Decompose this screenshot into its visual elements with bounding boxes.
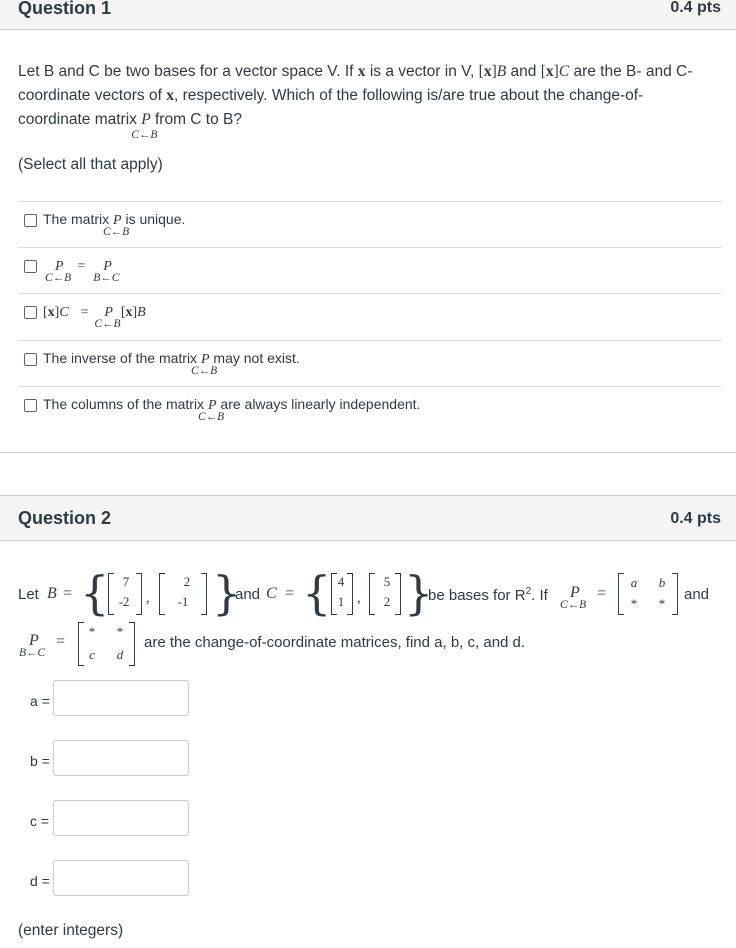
- question-1-prompt: Let B and C be two bases for a vector space V. If x is a vector in V, [x]B and [x]C are the B- and C- coordinate vectors of x, respectively. Which of the following is/are true about the change-of- coordinate matrix P C←B from C to B?: [18, 63, 693, 141]
- answer-field-a[interactable]: [53, 680, 189, 716]
- answer-option-5[interactable]: The columns of the matrix P C←B are always linearly independent.: [18, 386, 722, 438]
- checkbox-option-3[interactable]: [24, 306, 37, 319]
- question-2-header: [0, 495, 736, 541]
- answer-option-4[interactable]: The inverse of the matrix P C←B may not exist.: [18, 340, 722, 386]
- question-1-points: 0.4 pts: [670, 0, 721, 16]
- matrix-p-c-from-b: P C←B: [131, 111, 158, 141]
- matrix-p-b-from-c: P B←C: [19, 632, 46, 659]
- select-all-hint: (Select all that apply): [18, 156, 163, 173]
- question-2-title: Question 2: [18, 508, 112, 528]
- checkbox-option-4[interactable]: [24, 353, 37, 366]
- coord-vector-c: [x]C: [540, 63, 570, 80]
- matrix-p-c-from-b-q2: P C←B: [560, 584, 587, 611]
- answer-option-2[interactable]: P C←B = P B←C: [18, 247, 722, 293]
- question-2-points: 0.4 pts: [670, 510, 721, 527]
- question-1-title: Question 1: [18, 0, 112, 18]
- field-label-a: a =: [30, 693, 50, 709]
- question-separator: [0, 452, 736, 495]
- question-1-header: [0, 0, 736, 30]
- answer-option-3[interactable]: [x]C = P C←B [x]B: [18, 293, 722, 340]
- checkbox-option-2[interactable]: [24, 260, 37, 273]
- field-label-d: d =: [30, 873, 50, 889]
- enter-integers-hint: (enter integers): [18, 922, 124, 939]
- field-label-c: c =: [30, 813, 50, 829]
- answer-field-d[interactable]: [53, 860, 189, 896]
- checkbox-option-5[interactable]: [24, 399, 37, 412]
- coord-vector-b: [x]B: [478, 63, 507, 80]
- checkbox-option-1[interactable]: [24, 214, 37, 227]
- answer-option-1[interactable]: The matrix P C←B is unique.: [18, 201, 722, 247]
- answer-field-b[interactable]: [53, 740, 189, 776]
- answer-field-c[interactable]: [53, 800, 189, 836]
- field-label-b: b =: [30, 753, 50, 769]
